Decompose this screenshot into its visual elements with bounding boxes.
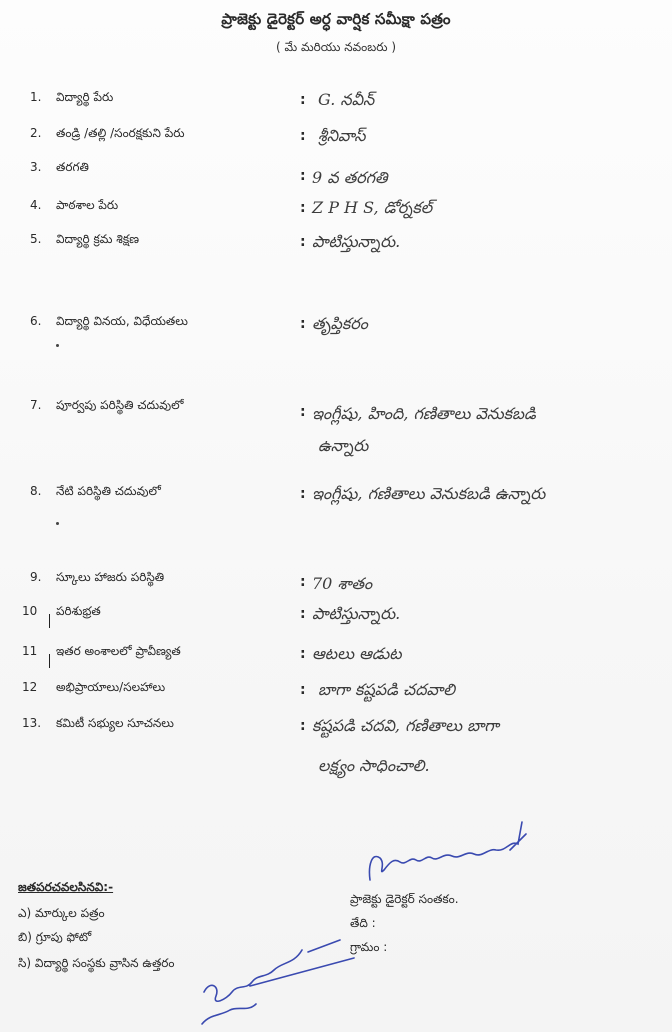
field-label: స్కూలు హాజరు పరిస్థితి bbox=[56, 570, 165, 584]
field-answer: ఇంగ్లీషు, గణితాలు వెనుకబడి ఉన్నారు bbox=[312, 484, 546, 503]
field-label: పరిశుభ్రత bbox=[56, 604, 101, 618]
field-number: 1. bbox=[30, 90, 42, 104]
margin-tick bbox=[49, 654, 50, 668]
field-number: 4. bbox=[30, 198, 42, 212]
director-signature-label: ప్రాజెక్టు డైరెక్టర్ సంతకం. bbox=[350, 892, 459, 906]
field-answer: 70 శాతం bbox=[312, 574, 373, 593]
field-colon: : bbox=[300, 646, 306, 662]
field-label: పూర్వపు పరిస్థితి చదువులో bbox=[56, 398, 184, 412]
field-number: 3. bbox=[30, 160, 42, 174]
document-title: ప్రాజెక్టు డైరెక్టర్ అర్ధ వార్షిక సమీక్షా పత్రం bbox=[221, 10, 451, 28]
attachment-item: సి) విద్యార్థి సంస్థకు వ్రాసిన ఉత్తరం bbox=[18, 956, 175, 970]
field-colon: : bbox=[300, 234, 306, 250]
attachments-heading: జతపరచవలసినవి:- bbox=[18, 880, 114, 894]
village-label: గ్రామం : bbox=[350, 940, 388, 954]
field-colon: : bbox=[300, 486, 306, 502]
member-signature-image bbox=[190, 930, 360, 1030]
field-answer-continued: ఉన్నారు bbox=[318, 436, 369, 455]
field-answer: G. నవీన్ bbox=[318, 90, 375, 109]
field-number: 2. bbox=[30, 126, 42, 140]
field-label: విద్యార్థి వినయ, విధేయతలు bbox=[56, 314, 188, 328]
field-colon: : bbox=[300, 200, 306, 216]
field-label: విద్యార్థి పేరు bbox=[56, 90, 114, 104]
field-label: నేటి పరిస్థితి చదువులో bbox=[56, 484, 161, 498]
margin-tick bbox=[49, 614, 50, 628]
field-colon: : bbox=[300, 574, 306, 590]
field-number: 11 bbox=[22, 644, 38, 658]
field-number: 6. bbox=[30, 314, 42, 328]
field-answer: కష్టపడి చదవి, గణితాలు బాగా bbox=[312, 716, 499, 735]
field-number: 9. bbox=[30, 570, 42, 584]
field-answer: పాటిస్తున్నారు. bbox=[312, 232, 401, 251]
field-label: కమిటీ సభ్యుల సూచనలు bbox=[56, 716, 174, 730]
attachment-item: ఎ) మార్కుల పత్రం bbox=[18, 906, 105, 920]
field-colon: : bbox=[300, 128, 306, 144]
field-number: 10 bbox=[22, 604, 38, 618]
field-label: ఇతర అంశాలలో ప్రావీణ్యత bbox=[56, 644, 181, 658]
field-colon: : bbox=[300, 682, 306, 698]
director-signature-image bbox=[360, 810, 540, 890]
field-answer: ఆటలు ఆడుట bbox=[312, 644, 402, 663]
field-label: తరగతి bbox=[56, 160, 89, 174]
field-number: 12 bbox=[22, 680, 38, 694]
field-number: 8. bbox=[30, 484, 42, 498]
field-colon: : bbox=[300, 606, 306, 622]
date-label: తేది : bbox=[350, 916, 376, 930]
field-colon: : bbox=[300, 404, 306, 420]
ink-dot bbox=[56, 344, 59, 347]
field-colon: : bbox=[300, 92, 306, 108]
field-label: తండ్రి /తల్లి /సంరక్షకుని పేరు bbox=[56, 126, 185, 140]
field-colon: : bbox=[300, 316, 306, 332]
ink-dot bbox=[56, 522, 59, 525]
attachment-item: బి) గ్రూపు ఫోటో bbox=[18, 930, 92, 944]
document-subtitle: ( మే మరియు నవంబరు ) bbox=[275, 40, 397, 54]
field-answer: బాగా కష్టపడి చదవాలి bbox=[318, 680, 455, 699]
field-answer: శ్రీనివాస్ bbox=[318, 126, 366, 145]
field-answer: 9 వ తరగతి bbox=[312, 168, 388, 187]
field-label: అభిప్రాయాలు/సలహాలు bbox=[56, 680, 166, 694]
field-answer: తృప్తికరం bbox=[312, 314, 368, 333]
field-colon: : bbox=[300, 168, 306, 184]
field-answer-continued: లక్ష్యం సాధించాలి. bbox=[318, 756, 430, 775]
field-number: 13. bbox=[22, 716, 42, 730]
field-number: 7. bbox=[30, 398, 42, 412]
field-answer: ఇంగ్లీషు, హింది, గణితాలు వెనుకబడి bbox=[312, 404, 536, 423]
field-label: పాఠశాల పేరు bbox=[56, 198, 119, 212]
field-answer: పాటిస్తున్నారు. bbox=[312, 604, 401, 623]
field-number: 5. bbox=[30, 232, 42, 246]
field-answer: Z P H S, డోర్నకల్ bbox=[312, 198, 433, 217]
field-colon: : bbox=[300, 718, 306, 734]
field-label: విద్యార్థి క్రమ శిక్షణ bbox=[56, 232, 139, 246]
